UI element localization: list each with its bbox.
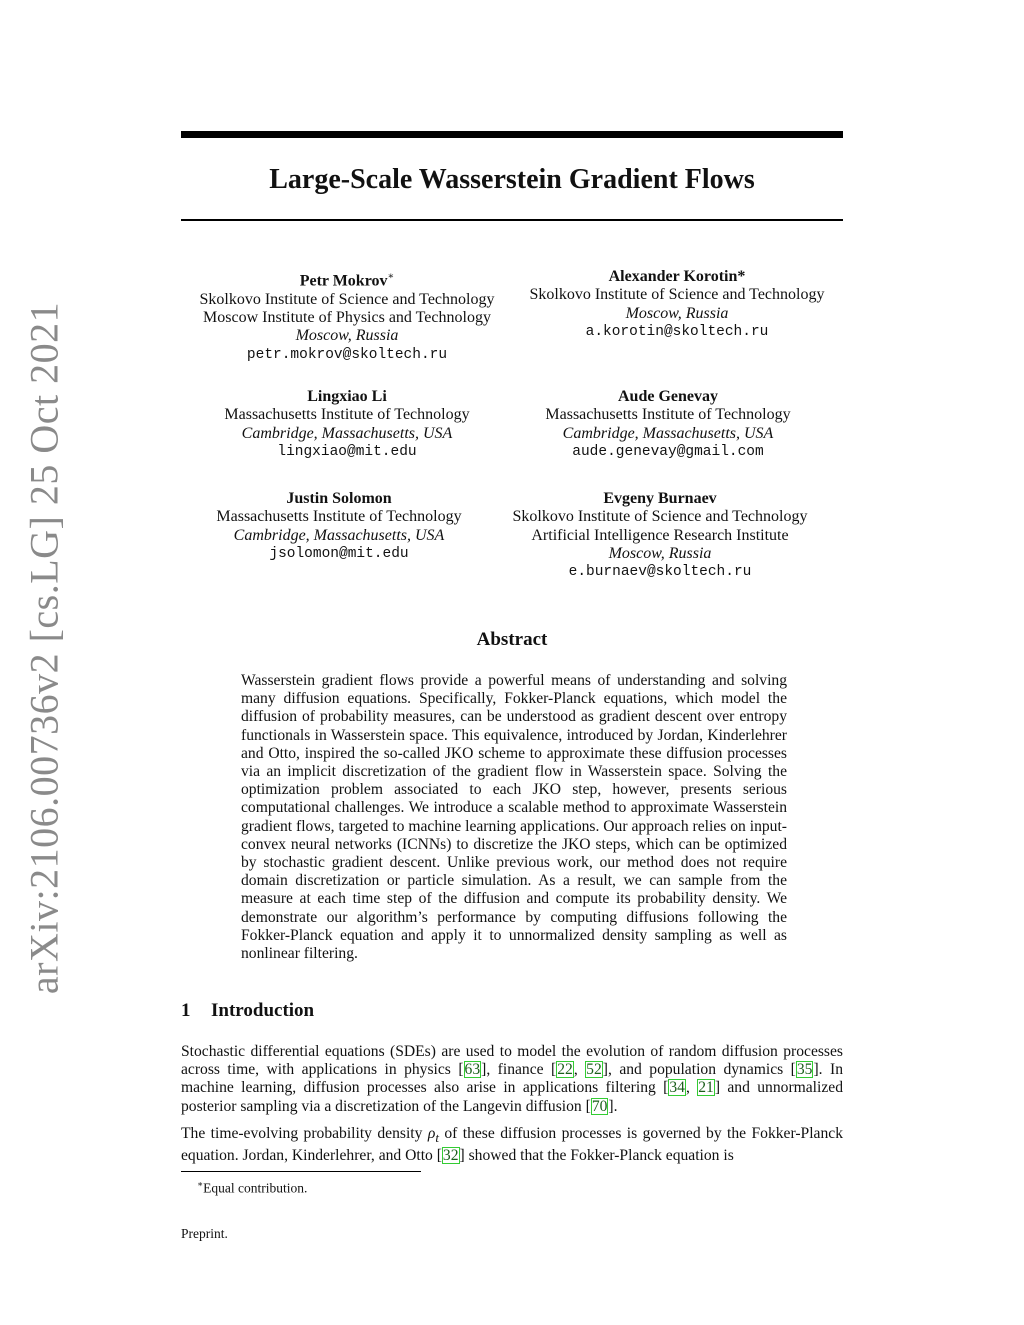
- author-location: Cambridge, Massachusetts, USA: [562, 424, 774, 442]
- preprint-label: Preprint.: [181, 1226, 228, 1241]
- section-heading: [181, 999, 314, 1023]
- author-affiliation: Massachusetts Institute of Technology: [224, 406, 470, 424]
- author-location: Moscow, Russia: [625, 304, 729, 322]
- author-email[interactable]: lingxiao@mit.edu: [277, 443, 417, 460]
- citation-link[interactable]: 35: [796, 1061, 813, 1079]
- author-affiliation: Massachusetts Institute of Technology: [216, 508, 462, 526]
- author-affiliation: Skolkovo Institute of Science and Technology: [512, 508, 808, 526]
- author-email[interactable]: a.korotin@skoltech.ru: [585, 323, 769, 340]
- citation-link[interactable]: 52: [586, 1061, 602, 1079]
- intro-paragraph: The time-evolving probability density $\rho_t$ of these diffusion processes is governed by the Fokker-Planck equation. Jordan, Kinderlehrer, and Otto [32] showed that the Fokker-Planck equation is: [181, 1125, 843, 1165]
- author-affiliation: Massachusetts Institute of Technology: [545, 406, 791, 424]
- footnote-rule: [181, 1171, 421, 1172]
- author-block: [480, 490, 840, 581]
- author-block: [159, 490, 519, 563]
- title-top-rule: [181, 131, 843, 138]
- math-rho-t: $\rho_t$: [427, 1125, 439, 1146]
- paper-title: Large-Scale Wasserstein Gradient Flows: [269, 164, 755, 195]
- section-number: 1: [181, 1000, 191, 1021]
- author-location: Cambridge, Massachusetts, USA: [241, 424, 453, 442]
- citation-link[interactable]: 34: [669, 1079, 685, 1097]
- footnote-text: Equal contribution.: [203, 1180, 308, 1196]
- arxiv-identifier: arXiv:2106.00736v2 [cs.LG] 25 Oct 2021: [21, 301, 67, 995]
- section-title: Introduction: [211, 1000, 315, 1021]
- author-name: Evgeny Burnaev: [603, 490, 717, 507]
- author-email[interactable]: e.burnaev@skoltech.ru: [568, 564, 752, 581]
- author-affiliation: Skolkovo Institute of Science and Technology: [199, 290, 495, 308]
- author-name: Aude Genevay: [618, 388, 718, 405]
- intro-paragraph: Stochastic differential equations (SDEs) are used to model the evolution of random diffusion processes across time, with applications in physics [63], finance [22, 52], and population dynamics [35]. In machine learning, diffusion processes also arise in applications filtering [34, 21] and unnormalized posterior sampling via a discretization of the Langevin diffusion [70].: [181, 1043, 844, 1115]
- title-bottom-rule: [181, 219, 843, 221]
- citation-link[interactable]: 70: [591, 1097, 608, 1115]
- author-block: [167, 388, 527, 461]
- citation-link[interactable]: 21: [698, 1079, 714, 1097]
- author-footnote-mark: ∗: [387, 271, 395, 282]
- abstract-text: Wasserstein gradient flows provide a powerful means of understanding and solving many diffusion equations. Specifically, Fokker-Planck equations, which model the diffusion of probability measures, can be understood as gradient descent over entropy functionals in Wasserstein space. This equivalence, introduced by Jordan, Kinderlehrer and Otto, inspired the so-called JKO scheme to approximate these diffusion processes via an implicit discretization of the gradient flow in Wasserstein space. Solving the optimization problem associated to each JKO step, however, presents serious computational challenges. We introduce a scalable method to approximate Wasserstein gradient flows, targeted to machine learning applications. Our approach relies on input-convex neural networks (ICNNs) to discretize the JKO steps, which can be optimized by stochastic gradient descent. Unlike previous work, our method does not require domain discretization or particle simulation. As a result, we can sample from the measure at each time step of the diffusion and compute its probability density. We demonstrate our algorithm’s performance by computing diffusions following the Fokker-Planck equation and apply it to unnormalized density sampling as well as nonlinear filtering.: [241, 672, 787, 963]
- citation-link[interactable]: 22: [557, 1061, 573, 1079]
- footnote: [197, 1176, 307, 1197]
- abstract-heading: Abstract: [476, 629, 548, 650]
- author-location: Moscow, Russia: [608, 544, 712, 562]
- citation-link[interactable]: 32: [442, 1147, 459, 1165]
- footnote-mark: ∗: [197, 1179, 204, 1189]
- author-location: Cambridge, Massachusetts, USA: [233, 526, 445, 544]
- author-email[interactable]: aude.genevay@gmail.com: [572, 443, 764, 460]
- author-block: [167, 268, 527, 364]
- author-name: Lingxiao Li: [307, 388, 387, 405]
- author-affiliation: Skolkovo Institute of Science and Technology: [529, 286, 825, 304]
- author-name: Justin Solomon: [286, 490, 392, 507]
- author-block: [488, 388, 848, 461]
- author-name: Petr Mokrov∗: [299, 271, 395, 290]
- author-affiliation: Moscow Institute of Physics and Technology: [203, 308, 491, 326]
- author-block: [497, 268, 857, 341]
- citation-link[interactable]: 63: [464, 1061, 481, 1079]
- author-name: Alexander Korotin*: [608, 268, 746, 285]
- author-email[interactable]: petr.mokrov@skoltech.ru: [246, 346, 448, 363]
- author-email[interactable]: jsolomon@mit.edu: [269, 545, 409, 562]
- author-location: Moscow, Russia: [295, 327, 399, 345]
- author-affiliation: Artificial Intelligence Research Institute: [531, 526, 789, 544]
